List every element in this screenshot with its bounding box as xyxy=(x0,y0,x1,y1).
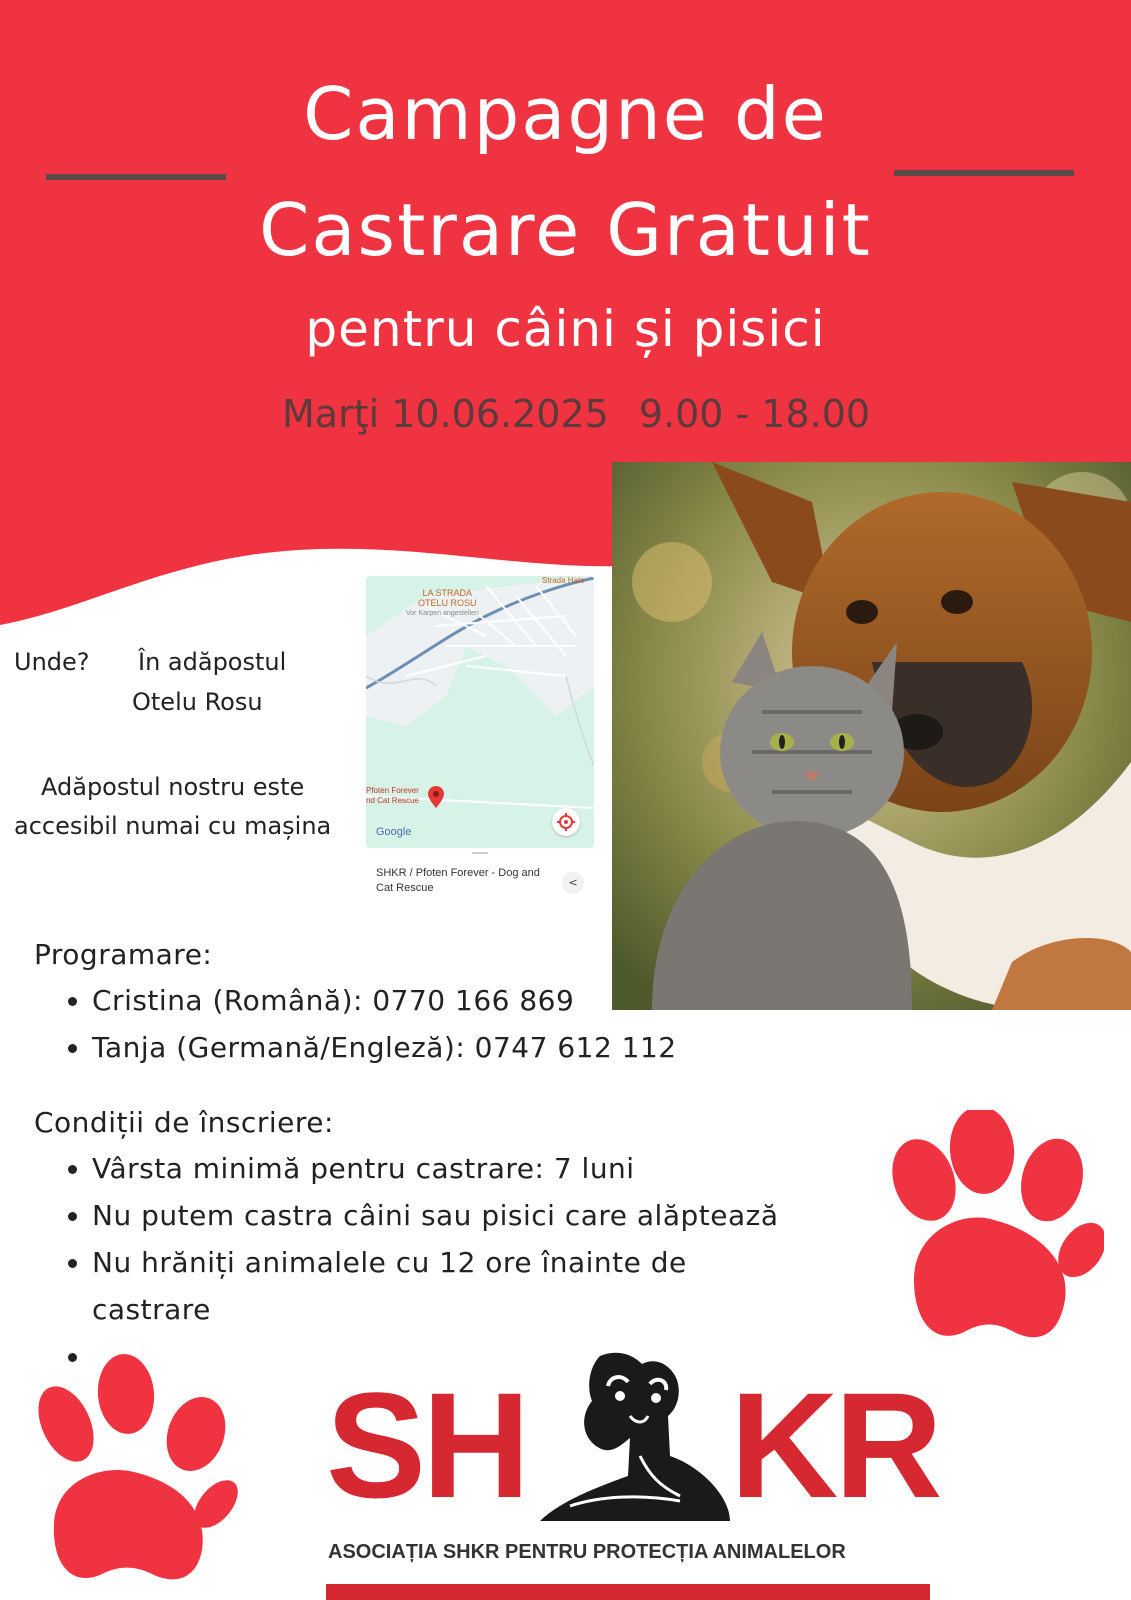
logo-letters-kr: KR xyxy=(730,1361,939,1529)
sheet-handle[interactable] xyxy=(472,852,488,854)
event-time: 9.00 - 18.00 xyxy=(638,392,871,436)
map-place-label xyxy=(418,588,477,608)
title-rule-left xyxy=(46,174,226,180)
title-rule-right xyxy=(894,170,1074,176)
appointment-contact-cristina: • Cristina (Română): 0770 166 869 xyxy=(92,977,677,1024)
title-line-2: Castrare Gratuit xyxy=(259,188,872,272)
map-card[interactable] xyxy=(366,576,594,904)
map-pin-label-2: nd Cat Rescue xyxy=(366,796,419,805)
location-answer-2: Otelu Rosu xyxy=(132,688,263,716)
map-street-label: Strada Hate xyxy=(542,576,585,585)
map-place-sub: Vor Karpen angestellen xyxy=(406,610,479,617)
logo-underline-bar xyxy=(326,1584,930,1600)
condition-item: • Vârsta minimă pentru castrare: 7 luni xyxy=(92,1145,779,1192)
map-pin-label xyxy=(366,786,419,806)
conditions-list xyxy=(34,1145,779,1380)
appointments-heading: Programare: xyxy=(34,938,213,971)
map-view[interactable] xyxy=(366,576,594,848)
share-icon[interactable]: < xyxy=(562,872,584,894)
condition-item: • Nu putem castra câini sau pisici care alăptează xyxy=(92,1192,779,1239)
appointment-contact-tanja: • Tanja (Germană/Engleză): 0747 612 112 xyxy=(92,1024,677,1071)
date-time xyxy=(282,392,870,436)
map-pin-label-1: Pfoten Forever xyxy=(366,786,419,795)
dog-and-cat-photo xyxy=(612,462,1131,1010)
google-logo: Google xyxy=(376,826,412,838)
paw-print-icon xyxy=(26,1354,246,1584)
subtitle: pentru câini și pisici xyxy=(305,300,826,358)
location-answer-1: În adăpostul xyxy=(138,648,287,676)
map-pin-icon[interactable] xyxy=(428,786,444,808)
title-line-1: Campagne de xyxy=(303,72,828,156)
event-date: Marţi 10.06.2025 xyxy=(282,392,609,436)
location-question: Unde? xyxy=(14,648,90,676)
dog-and-cat-illustration xyxy=(612,462,1131,1010)
map-place-name-1: LA STRADA xyxy=(422,588,473,598)
access-note-line-2: accesibil numai cu mașina xyxy=(14,812,332,840)
logo-letters-sh: SH xyxy=(326,1361,527,1529)
access-note-line-1: Adăpostul nostru este xyxy=(41,773,305,801)
location-block xyxy=(14,648,287,716)
dog-logo-icon xyxy=(530,1346,740,1536)
map-caption[interactable]: SHKR / Pfoten Forever - Dog and Cat Rescue xyxy=(376,867,540,894)
locate-icon[interactable] xyxy=(552,808,580,836)
access-note xyxy=(14,768,331,846)
conditions-section xyxy=(34,1106,779,1380)
association-name: ASOCIAȚIA SHKR PENTRU PROTECȚIA ANIMALELOR xyxy=(328,1541,846,1563)
shkr-logo xyxy=(326,1361,939,1600)
paw-print-icon xyxy=(884,1110,1104,1350)
appointments-section xyxy=(34,938,677,1071)
conditions-heading: Condiții de înscriere: xyxy=(34,1106,334,1139)
map-place-name-2: OTELU ROSU xyxy=(418,598,477,608)
condition-item: • Nu hrăniți animalele cu 12 ore înainte de castrare xyxy=(92,1239,732,1333)
appointments-list xyxy=(34,977,677,1071)
